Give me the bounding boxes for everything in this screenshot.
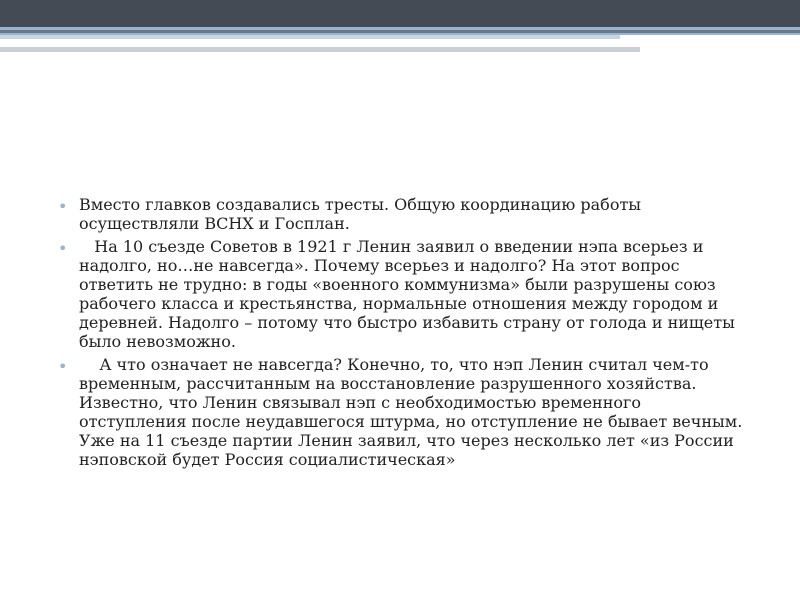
paragraph-text: Вместо главков создавались тресты. Общую координацию работы осуществляли ВСНХ и Госплан. — [79, 195, 642, 233]
list-item — [58, 355, 748, 469]
list-item — [58, 195, 748, 233]
paragraph-text: На 10 съезде Советов в 1921 г Ленин заявил о введении нэпа всерьез и надолго, но…не навсегда». Почему всерьез и надолго? На этот вопрос ответить не трудно: в годы «военного коммунизма» были разрушены союз рабочего класса и крестьянства, нормальные отношения между городом и деревней. Надолго – потому что быстро избавить страну от голода и нищеты было невозможно. — [79, 237, 740, 351]
header-bar — [0, 0, 800, 27]
bullet-icon: • — [58, 357, 68, 376]
header-accent-line-tertiary — [0, 47, 640, 52]
header-accent-line — [0, 27, 800, 35]
header-gap — [0, 39, 800, 47]
bullet-icon: • — [58, 239, 68, 258]
bullet-icon: • — [58, 197, 68, 216]
list-item — [58, 237, 748, 351]
paragraph-text: А что означает не навсегда? Конечно, то, что нэп Ленин считал чем-то временным, рассчитанным на восстановление разрушенного хозяйства. Известно, что Ленин связывал нэп с необходимостью временного отступления после неудавшегося штурма, но отступление не бывает вечным. Уже на 11 съезде партии Ленин заявил, что через несколько лет «из России нэповской будет Россия социалистическая» — [79, 355, 748, 469]
slide-body — [58, 195, 748, 473]
